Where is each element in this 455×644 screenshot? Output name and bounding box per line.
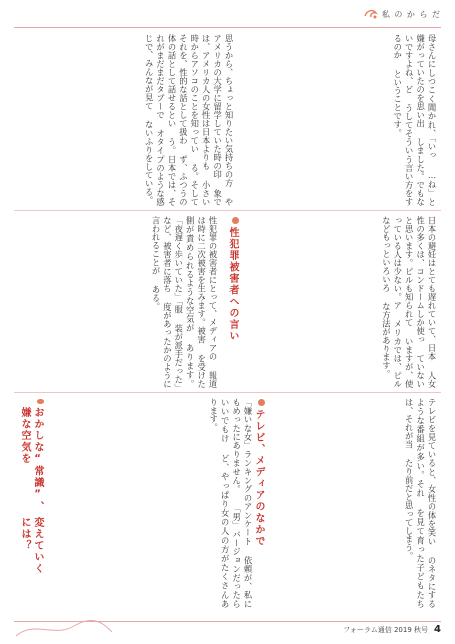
heading-3-line2: 変えていくには？ bbox=[19, 517, 43, 575]
text-col-mid-left: 性犯罪の被害者にとって、メディアの 報道は時に二次被害を生みます。被害 を受けた側が責められるような空気が あります。「夜遅く歩いていた」「服 装が派手だった」など、被害者に落ち 度があったかのように言われることが ある。 bbox=[150, 216, 218, 388]
heading-3-line1: おかしな“常識”、嫌な空気を bbox=[19, 406, 43, 513]
page-number: 4 bbox=[434, 624, 441, 635]
text-col-top-left: 思うから、ちょっと知りたい気持ちの方 やアメリカの大学に留学していた時の印 象では、アメリカ人の女性は日本よりも 小さい時からアソコのことを知ってい る。そしてそれを、性的な話として扱わ ず、ふつうの体の話として話せるとい う。日本では、それがまだまだタブーで オタイプのような感じで、みんなが見て ないふりをしている。 bbox=[144, 34, 234, 206]
heading-1-text: 性犯罪被害者への言い bbox=[227, 227, 238, 342]
heading-3 bbox=[18, 398, 44, 578]
heading-2 bbox=[252, 398, 265, 578]
text-col-bottom-left: 「嫌いな女」ランキングのアンケート 依頼が、私にもめったにありません。 「男」バージョンだったらいいでもけ ど、やっぱり女の人の方がたくさんあ ります。 bbox=[208, 398, 253, 608]
heading-dot bbox=[37, 399, 44, 404]
text-col-top-right: 母さんにしつこく聞かれ、「いっ …ね」と嫌がっていたのを思い出 しました。でもないですよね、ど うしてそういう言い方をするのか ということです。 bbox=[392, 34, 437, 206]
heading-1 bbox=[226, 216, 239, 388]
publication-name: フォーラム通信 2019 秋号 bbox=[343, 625, 429, 634]
page-header bbox=[0, 0, 455, 30]
section-label: 私 の か ら だ bbox=[381, 9, 441, 19]
section-badge bbox=[364, 8, 441, 20]
decorative-swirl bbox=[14, 618, 114, 640]
heading-dot bbox=[232, 217, 239, 224]
text-col-mid-right: 日本の避妊はとても遅れていて、日本 人女性の多くは、コンドームしか使っ ていないと思います。ピルも知られて いますが、使っている人は少ない。ア メリカでは、ピルなどもっといろいろ な方法があります。 bbox=[381, 216, 437, 388]
header-rule bbox=[14, 27, 441, 28]
divider-1 bbox=[14, 210, 441, 211]
divider-2 bbox=[14, 392, 441, 393]
text-col-bottom-right: テレビを見ていると、女性の体を笑い のネタにするような番組が多い。それ を見て育った子どもたちは、それが当 たり前だと思ってしまう。 bbox=[404, 398, 437, 608]
swirl-icon bbox=[364, 8, 378, 20]
heading-2-text: テレビ、メディアのなかで bbox=[253, 409, 264, 547]
heading-dot bbox=[258, 399, 265, 406]
page-footer bbox=[343, 624, 441, 635]
